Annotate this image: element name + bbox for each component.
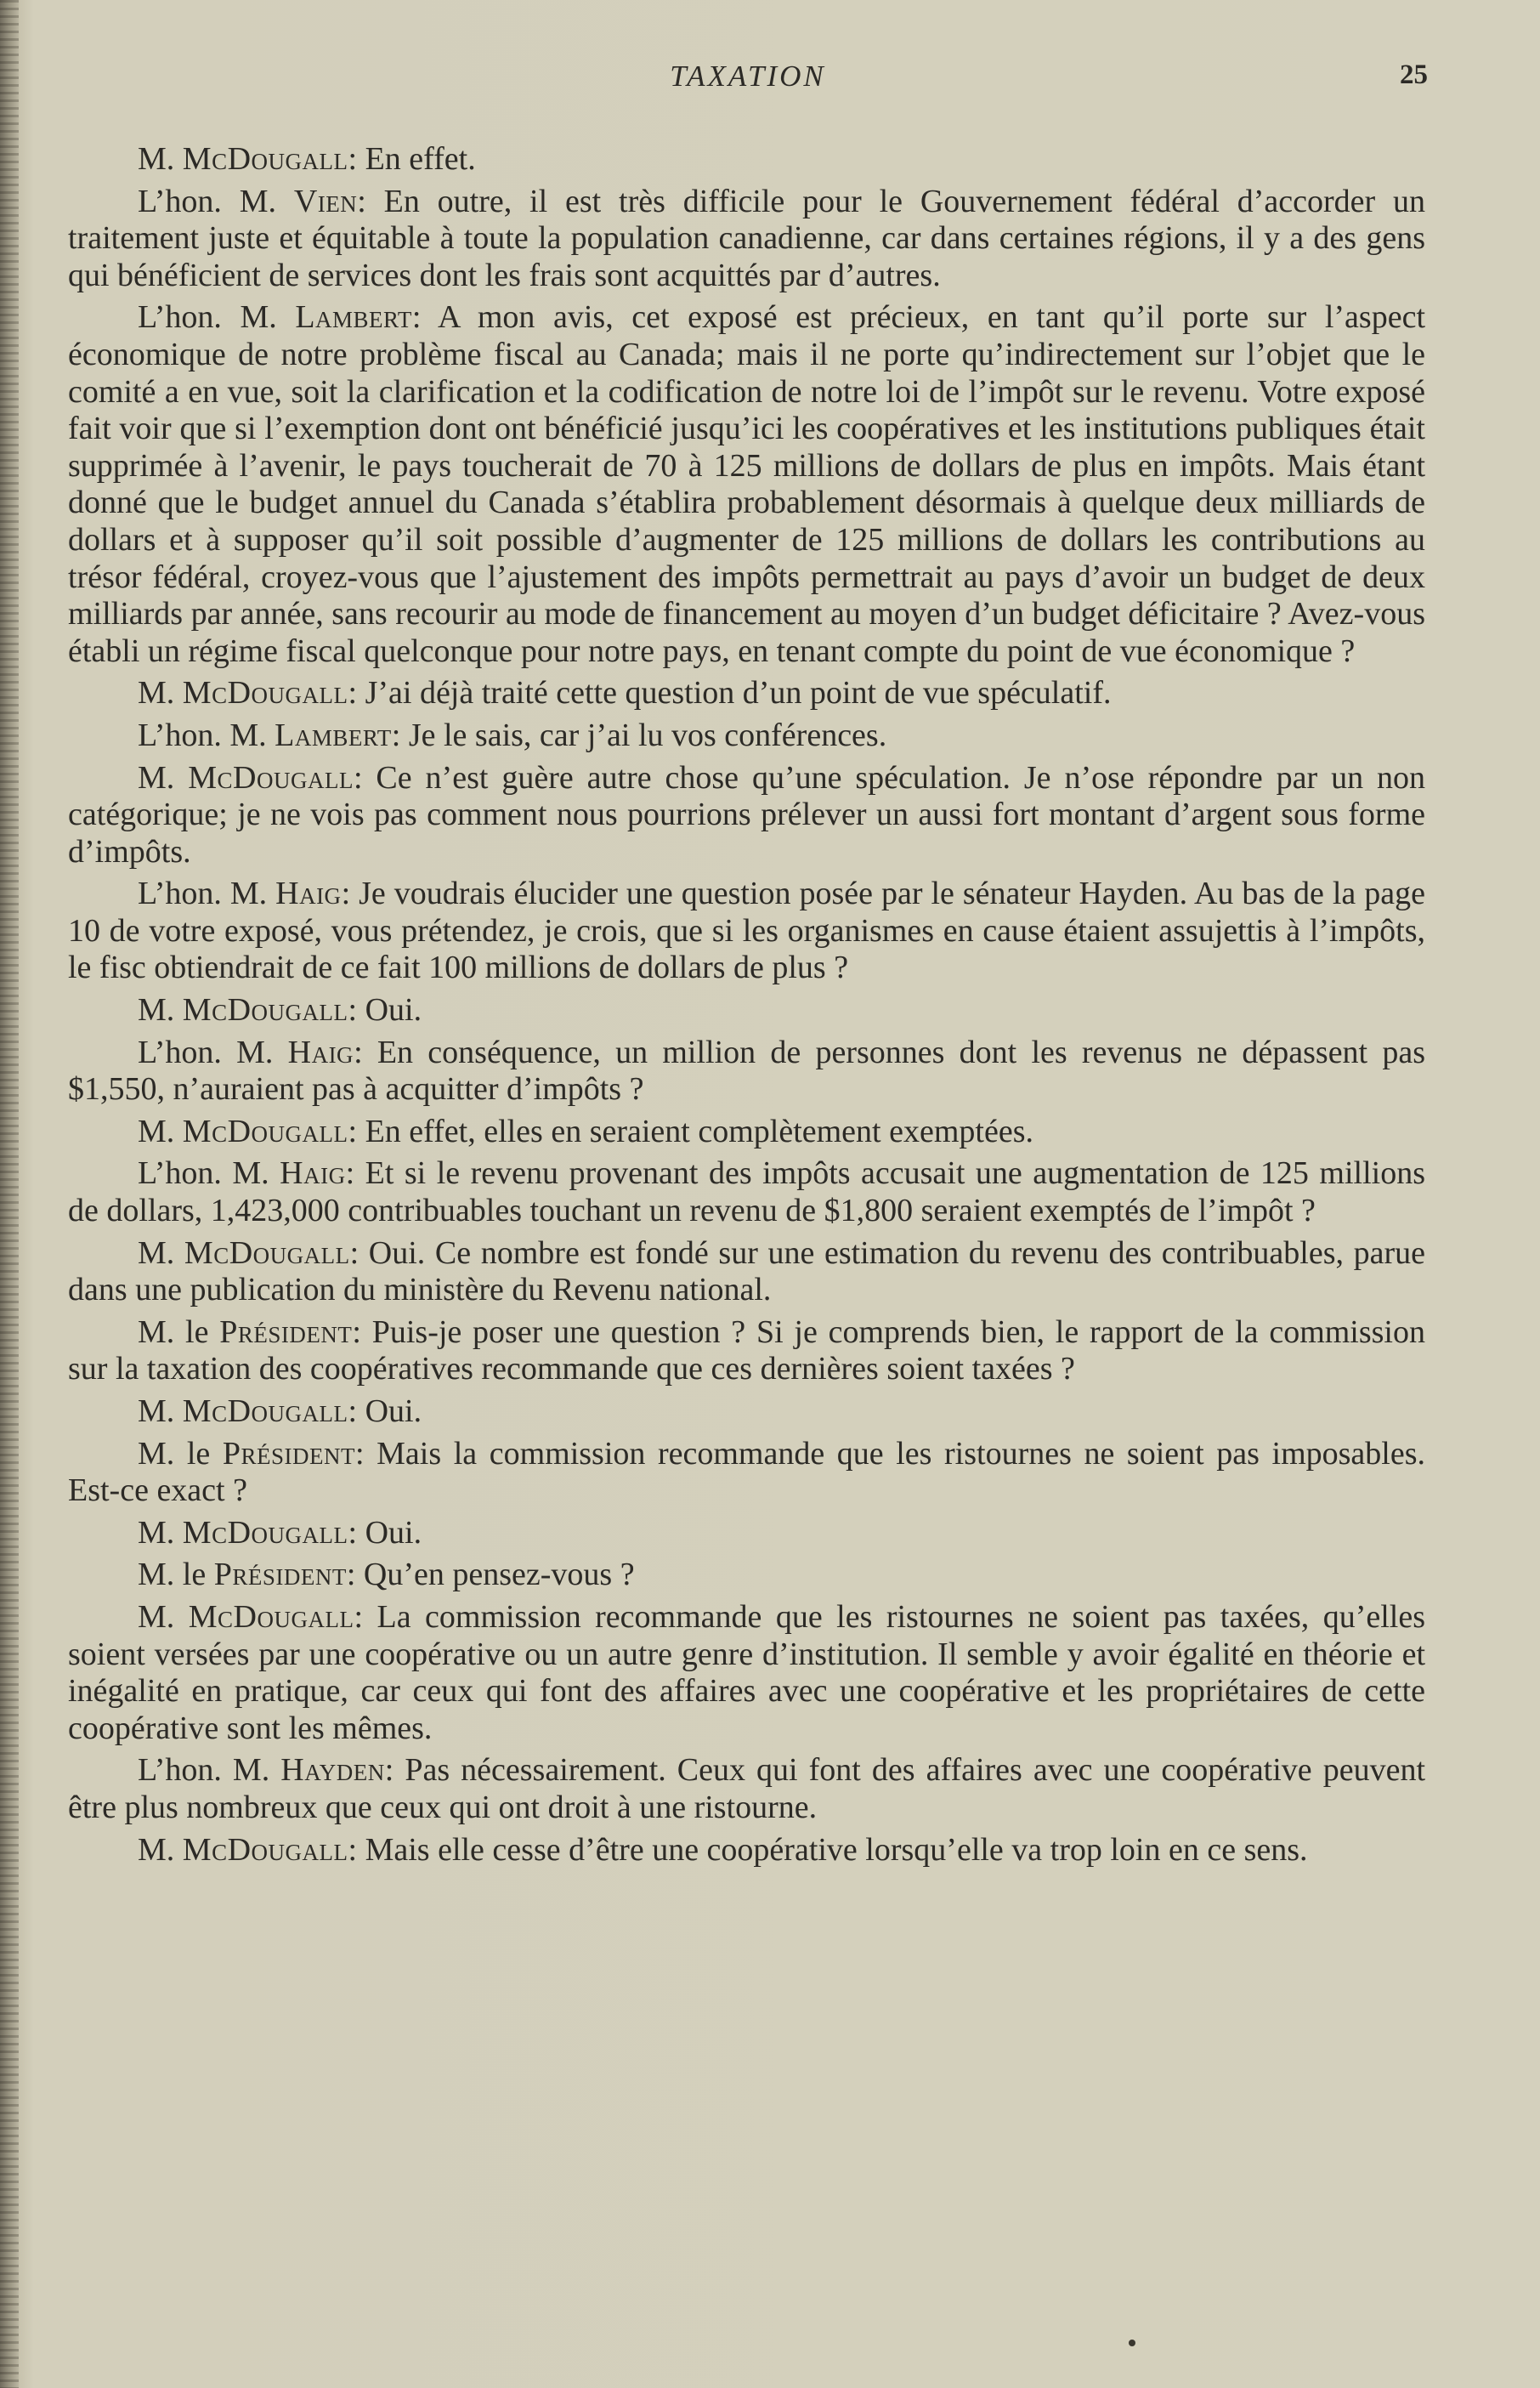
transcript-paragraph	[68, 1599, 1425, 1747]
speaker-name: Président	[213, 1557, 347, 1593]
speaker-name: McDougall	[182, 1514, 348, 1551]
speaker-title: M.	[138, 1598, 189, 1635]
speaker-title: M.	[138, 141, 183, 177]
page-header	[68, 60, 1428, 102]
speech-text: : Oui. Ce nombre est fondé sur une estimation du revenu des contribuables, parue dans une publication du ministère du Revenu national.	[68, 1234, 1425, 1308]
page-number: 25	[1400, 60, 1428, 90]
speaker-title: L’hon. M.	[138, 299, 296, 336]
speaker-name: McDougall	[188, 1598, 354, 1635]
speech-text: : J’ai déjà traité cette question d’un point de vue spéculatif.	[348, 675, 1112, 712]
transcript-paragraph	[68, 760, 1425, 871]
speech-text: : En effet, elles en seraient complètement exemptées.	[348, 1113, 1033, 1149]
running-title: TAXATION	[670, 60, 826, 93]
speaker-title: L’hon. M.	[138, 1752, 281, 1789]
speaker-title: M.	[138, 675, 183, 712]
speech-text: : Ce n’est guère autre chose qu’une spéculation. Je n’ose répondre par un non catégorique; je ne vois pas comment nous pourrions prélever un aussi fort montant d’argent sous forme d’impôts.	[68, 759, 1425, 870]
speaker-name: Vien	[293, 183, 358, 219]
speaker-name: McDougall	[182, 992, 348, 1029]
transcript-body	[68, 141, 1425, 1874]
speaker-name: McDougall	[182, 1113, 348, 1149]
speaker-name: Haig	[275, 876, 342, 912]
speaker-name: McDougall	[182, 141, 348, 177]
speech-text: : En conséquence, un million de personnes dont les revenus ne dépassent pas $1,550, n’auraient pas à acquitter d’impôts ?	[68, 1034, 1425, 1108]
speech-text: : Qu’en pensez-vous ?	[346, 1557, 635, 1593]
speaker-title: M.	[138, 1514, 183, 1551]
speaker-name: McDougall	[182, 1831, 348, 1868]
speaker-title: M.	[138, 1393, 183, 1429]
transcript-paragraph	[68, 1393, 1425, 1431]
transcript-paragraph	[68, 1515, 1425, 1552]
speaker-title: M.	[138, 1234, 184, 1271]
speaker-name: Haig	[287, 1034, 354, 1070]
speech-text: : Et si le revenu provenant des impôts accusait une augmentation de 125 millions de dollars, 1,423,000 contribuables touchant un revenu de $1,800 seraient exemptés de l’impôt ?	[68, 1155, 1425, 1229]
transcript-paragraph	[68, 1155, 1425, 1229]
speaker-title: M. le	[138, 1435, 223, 1472]
speech-text: : Mais la commission recommande que les ristournes ne soient pas imposables. Est-ce exact ?	[68, 1435, 1425, 1509]
book-binding-edge	[0, 0, 19, 2388]
speech-text: : Je le sais, car j’ai lu vos conférences.	[391, 717, 887, 753]
transcript-paragraph	[68, 141, 1425, 179]
transcript-paragraph	[68, 876, 1425, 987]
transcript-paragraph	[68, 1557, 1425, 1594]
speech-text: : La commission recommande que les ristournes ne soient pas taxées, qu’elles soient versées par une coopérative ou un autre genre d’institution. Il semble y avoir égalité en théorie et inégalité en pratique, car ceux qui font des affaires avec une coopérative et les propriétaires de cette coopérative sont les mêmes.	[68, 1598, 1425, 1746]
transcript-paragraph	[68, 675, 1425, 712]
speech-text: : Mais elle cesse d’être une coopérative lorsqu’elle va trop loin en ce sens.	[348, 1831, 1308, 1868]
speech-text: : Oui.	[348, 992, 422, 1029]
transcript-paragraph	[68, 184, 1425, 295]
speaker-name: Haig	[280, 1155, 346, 1192]
speaker-name: Lambert	[295, 299, 412, 336]
transcript-paragraph	[68, 1235, 1425, 1309]
speaker-title: L’hon. M.	[138, 1034, 288, 1070]
speaker-title: L’hon. M.	[138, 717, 275, 753]
speaker-name: McDougall	[188, 759, 354, 796]
speech-text: : Je voudrais élucider une question posée par le sénateur Hayden. Au bas de la page 10 de votre exposé, vous prétendez, je crois, que si les organismes en cause étaient assujettis à l’impôts, le fisc obtiendrait de ce fait 100 millions de dollars de plus ?	[68, 876, 1426, 986]
speaker-title: L’hon. M.	[138, 1155, 280, 1192]
transcript-paragraph	[68, 718, 1425, 755]
speaker-title: L’hon. M.	[138, 876, 276, 912]
speaker-name: Président	[219, 1313, 353, 1350]
speech-text: : Pas nécessairement. Ceux qui font des affaires avec une coopérative peuvent être plus nombreux que ceux qui ont droit à une ristourne.	[68, 1752, 1425, 1825]
speech-text: : En effet.	[348, 141, 476, 177]
speaker-title: M.	[138, 1113, 183, 1149]
speech-text: : Oui.	[348, 1393, 422, 1429]
speaker-name: Président	[222, 1435, 355, 1472]
speaker-name: McDougall	[182, 1393, 348, 1429]
speaker-title: M. le	[138, 1313, 220, 1350]
speaker-name: Lambert	[275, 717, 392, 753]
speaker-title: M. le	[138, 1557, 214, 1593]
transcript-paragraph	[68, 1314, 1425, 1388]
transcript-paragraph	[68, 1114, 1425, 1151]
transcript-paragraph	[68, 1436, 1425, 1510]
ink-speck	[1129, 2340, 1135, 2346]
speaker-name: McDougall	[182, 675, 348, 712]
transcript-paragraph	[68, 1832, 1425, 1869]
speaker-name: Hayden	[280, 1752, 385, 1789]
speaker-name: McDougall	[184, 1234, 350, 1271]
speech-text: : A mon avis, cet exposé est précieux, en tant qu’il porte sur l’aspect économique de notre problème fiscal au Canada; mais il ne porte qu’indirectement sur l’objet que le comité a en vue, soit la clarification et la codification de notre loi de l’impôt sur le revenu. Votre exposé fait voir que si l’exemption dont ont bénéficié jusqu’ici les coopératives et les institutions publiques était supprimée à l’avenir, le pays toucherait de 70 à 125 millions de dollars de plus en impôts. Mais étant donné que le budget annuel du Canada s’établira probablement désormais à quelque deux milliards de dollars et à supposer qu’il soit possible d’augmenter de 125 millions de dollars les contributions au trésor fédéral, croyez-vous que l’ajustement des impôts permettrait au pays d’avoir un budget de deux milliards par année, sans recourir au mode de financement au moyen d’un budget déficitaire ? Avez-vous établi un régime fiscal quelconque pour notre pays, en tenant compte du point de vue économique ?	[68, 299, 1426, 669]
transcript-paragraph	[68, 1752, 1425, 1826]
transcript-paragraph	[68, 992, 1425, 1030]
speaker-title: M.	[138, 759, 189, 796]
speech-text: : Oui.	[348, 1514, 422, 1551]
transcript-paragraph	[68, 1035, 1425, 1109]
speaker-title: M.	[138, 1831, 183, 1868]
speech-text: : En outre, il est très difficile pour le Gouvernement fédéral d’accorder un traitement juste et équitable à toute la population canadienne, car dans certaines régions, il y a des gens qui bénéficient de services dont les frais sont acquittés par d’autres.	[68, 183, 1425, 293]
speaker-title: L’hon. M.	[138, 183, 294, 219]
speaker-title: M.	[138, 992, 183, 1029]
transcript-paragraph	[68, 299, 1425, 670]
speech-text: : Puis-je poser une question ? Si je comprends bien, le rapport de la commission sur la taxation des coopératives recommande que ces dernières soient taxées ?	[68, 1313, 1425, 1387]
